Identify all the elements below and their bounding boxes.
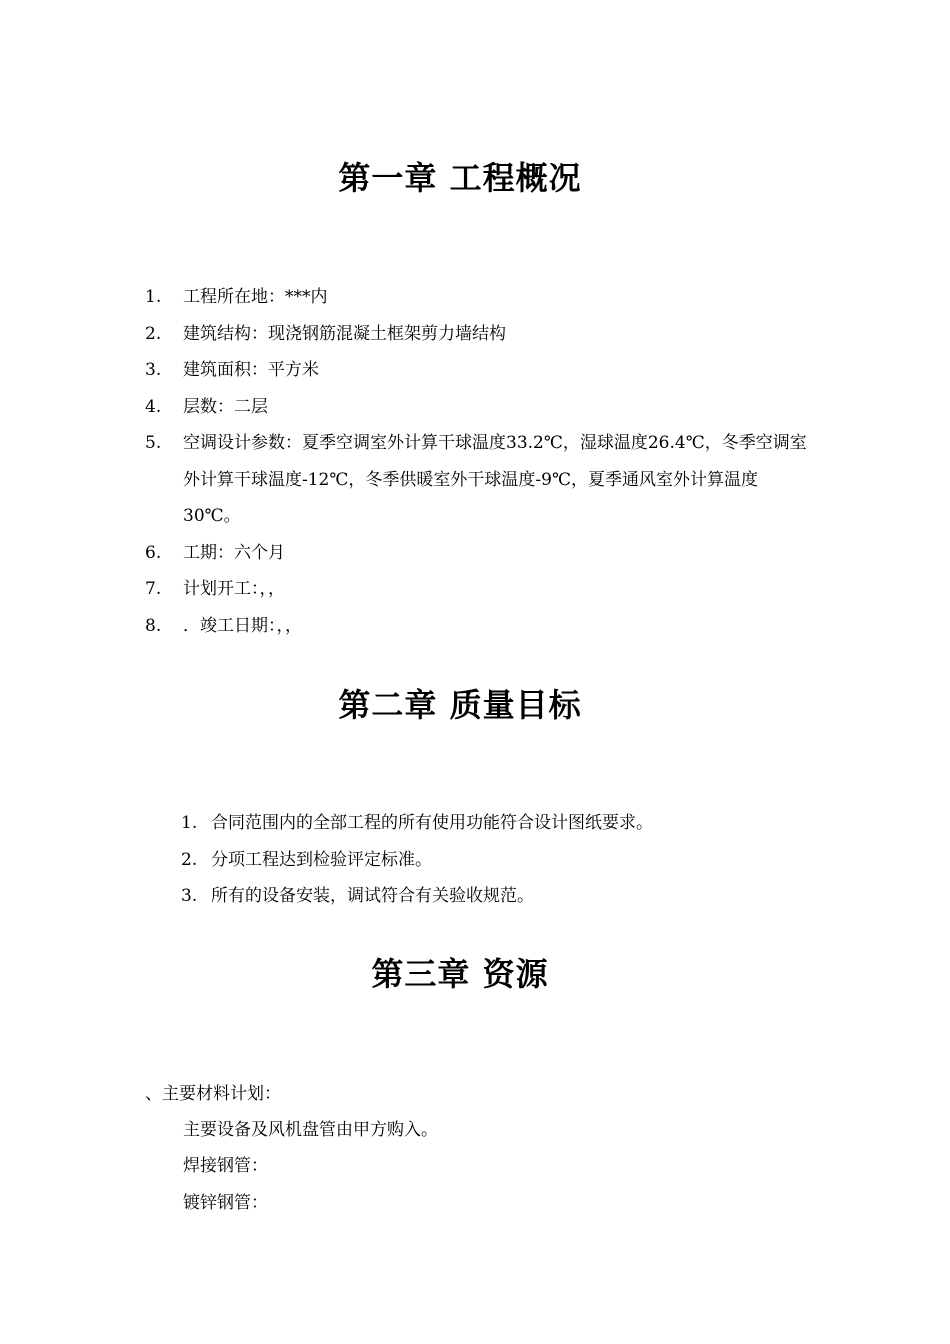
list-item: 3. 所有的设备安装，调试符合有关验收规范。 <box>181 886 534 906</box>
list-item: 1. 合同范围内的全部工程的所有使用功能符合设计图纸要求。 <box>181 813 653 833</box>
list-item: 7. 计划开工：，， <box>145 579 285 599</box>
list-item: 2. 分项工程达到检验评定标准。 <box>181 849 432 870</box>
equipment-note: 主要设备及风机盘管由甲方购入。 <box>183 1120 438 1140</box>
project-overview-list <box>145 279 810 644</box>
list-item: 2. 建筑结构：现浇钢筋混凝土框架剪力墙结构 <box>145 323 506 344</box>
galvanized-steel-pipe-line: 镀锌钢管： <box>183 1193 268 1213</box>
quality-goals-list <box>181 805 801 915</box>
welded-steel-pipe-line: 焊接钢管： <box>183 1156 268 1176</box>
chapter-1-title: 第一章 工程概况 <box>338 159 582 197</box>
chapter-2-title: 第二章 质量目标 <box>338 686 582 724</box>
list-item: 5. 空调设计参数：夏季空调室外计算干球温度33.2℃，湿球温度26.4℃，冬季空调室外计算干球温度-12℃，冬季供暖室外干球温度-9℃，夏季通风室外计算温度30℃。 <box>145 433 807 526</box>
list-item: 6. 工期：六个月 <box>145 542 285 563</box>
list-item: 4. 层数：二层 <box>145 396 268 417</box>
list-item: 8. ．竣工日期：，， <box>145 615 302 636</box>
chapter-3-title: 第三章 资源 <box>371 955 549 993</box>
list-item: 1. 工程所在地：***内 <box>145 287 328 307</box>
materials-plan-heading: 、主要材料计划： <box>145 1084 281 1104</box>
list-item: 3. 建筑面积：平方米 <box>145 360 319 380</box>
